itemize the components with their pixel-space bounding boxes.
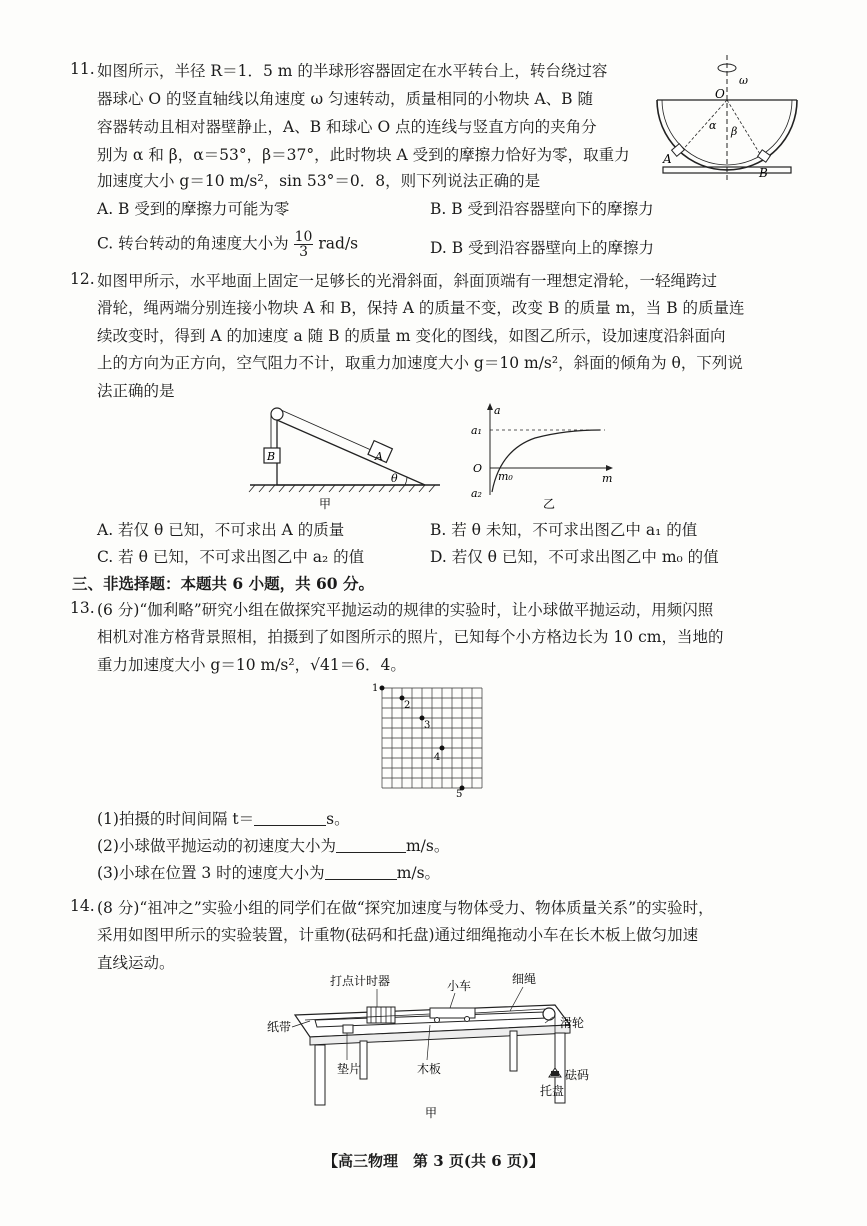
q13-sub-2 bbox=[97, 835, 449, 857]
square-grid bbox=[382, 688, 482, 788]
q11-line-2: 器球心 O 的竖直轴线以角速度 ω 匀速转动，质量相同的小物块 A、B 随 bbox=[97, 90, 593, 108]
table-leg-front-left bbox=[315, 1045, 325, 1105]
ball-position-1 bbox=[380, 686, 385, 691]
graph-m-label: m bbox=[602, 472, 613, 485]
question-13-number: 13. bbox=[70, 599, 95, 617]
q12-option-d: D. 若仅 θ 已知，不可求出图乙中 m₀ 的值 bbox=[430, 548, 719, 566]
q13-sub-3-unit: m/s。 bbox=[396, 864, 441, 882]
label-cart: 小车 bbox=[447, 979, 472, 993]
q13-sub-2-text: (2)小球做平抛运动的初速度大小为 bbox=[97, 837, 336, 855]
label-string: 细绳 bbox=[512, 972, 537, 986]
q12-option-b: B. 若 θ 未知，不可求出图乙中 a₁ 的值 bbox=[430, 521, 698, 539]
question-12-number: 12. bbox=[70, 270, 95, 288]
page-footer: 【高三物理 第 3 页(共 6 页)】 bbox=[323, 1152, 544, 1170]
q11-option-b: B. B 受到沿容器壁向下的摩擦力 bbox=[430, 200, 654, 218]
label-ticker-timer: 打点计时器 bbox=[330, 974, 391, 988]
alpha-label: α bbox=[709, 119, 717, 132]
point-label-1: 1 bbox=[372, 683, 379, 694]
q11-option-c-text: C. 转台转动的角速度大小为 bbox=[97, 234, 289, 253]
pad-shim bbox=[343, 1025, 353, 1033]
point-label-4: 4 bbox=[434, 752, 441, 763]
graph-a-label: a bbox=[494, 404, 501, 417]
table-leg-back-right bbox=[510, 1031, 517, 1071]
graph-origin-label: O bbox=[473, 462, 483, 475]
q11-line-5: 加速度大小 g＝10 m/s²，sin 53°＝0．8，则下列说法正确的是 bbox=[97, 172, 541, 190]
label-weight: 砝码 bbox=[565, 1068, 590, 1082]
figure-yi-caption: 乙 bbox=[543, 497, 556, 511]
graph-m0-label: m₀ bbox=[498, 470, 513, 483]
q12-line-1: 如图甲所示，水平地面上固定一足够长的光滑斜面，斜面顶端有一理想定滑轮，一轻绳跨过 bbox=[97, 272, 718, 290]
block-a-label: A bbox=[663, 152, 672, 166]
q12-option-a: A. 若仅 θ 已知，不可求出 A 的质量 bbox=[97, 521, 345, 539]
q13-line-2: 相机对准方格背景照相，拍摄到了如图所示的照片，已知每个小方格边长为 10 cm，当地的 bbox=[97, 628, 724, 646]
q13-answer-blank-1[interactable] bbox=[254, 811, 326, 826]
omega-label: ω bbox=[739, 74, 748, 87]
q13-sub-1-unit: s。 bbox=[326, 810, 350, 828]
table-leg-back-left bbox=[360, 1041, 367, 1079]
fraction-denominator: 3 bbox=[299, 244, 308, 260]
ball-position-4 bbox=[440, 746, 445, 751]
block-a-label: A bbox=[375, 450, 383, 463]
label-pad: 垫片 bbox=[337, 1062, 362, 1076]
q13-sub-1-text: (1)拍摄的时间间隔 t＝ bbox=[97, 810, 255, 828]
fraction-numerator: 10 bbox=[294, 229, 313, 245]
weights bbox=[551, 1071, 559, 1076]
pulley bbox=[543, 1008, 555, 1020]
q13-sub-3-text: (3)小球在位置 3 时的速度大小为 bbox=[97, 864, 325, 882]
q13-line-1: (6 分)“伽利略”研究小组在做探究平抛运动的规律的实验时，让小球做平抛运动，用频闪照 bbox=[97, 601, 714, 619]
q11-line-3: 容器转动且相对器壁静止，A、B 和球心 O 点的连线与竖直方向的夹角分 bbox=[97, 118, 597, 136]
figure-jia-caption: 甲 bbox=[319, 497, 332, 511]
q12-option-c: C. 若 θ 已知，不可求出图乙中 a₂ 的值 bbox=[97, 548, 365, 566]
point-label-3: 3 bbox=[424, 720, 431, 731]
incline-wedge bbox=[277, 420, 425, 485]
line-o-to-a bbox=[679, 100, 727, 154]
question-14-number: 14. bbox=[70, 897, 95, 915]
ground-hatching bbox=[249, 485, 435, 492]
q13-answer-blank-3[interactable] bbox=[325, 865, 397, 880]
label-board: 木板 bbox=[417, 1062, 442, 1076]
q11-line-1: 如图所示，半径 R＝1．5 m 的半球形容器固定在水平转台上，转台绕过容 bbox=[97, 62, 608, 80]
q11-hemisphere-figure bbox=[655, 55, 800, 185]
q11-option-d: D. B 受到沿容器壁向上的摩擦力 bbox=[430, 239, 655, 257]
q12-graph-figure bbox=[465, 400, 625, 512]
block-b-label: B bbox=[759, 166, 768, 180]
graph-a1-label: a₁ bbox=[471, 424, 482, 437]
q13-grid-figure bbox=[366, 680, 496, 800]
q12-line-4: 上的方向为正方向，空气阻力不计，取重力加速度大小 g＝10 m/s²，斜面的倾角为 θ，下列说 bbox=[97, 354, 743, 372]
q11-option-c-unit: rad/s bbox=[318, 234, 359, 253]
q14-line-1: (8 分)“祖冲之”实验小组的同学们在做“探究加速度与物体受力、物体质量关系”的实验时， bbox=[97, 899, 714, 917]
q12-incline-figure bbox=[245, 400, 445, 512]
block-b bbox=[758, 150, 771, 162]
q14-line-3: 直线运动。 bbox=[97, 954, 175, 972]
q12-line-5: 法正确的是 bbox=[97, 382, 175, 400]
q11-option-a: A. B 受到的摩擦力可能为零 bbox=[97, 200, 290, 218]
q13-line-3: 重力加速度大小 g＝10 m/s²，√41＝6．4。 bbox=[97, 656, 406, 674]
q11-option-c-fraction bbox=[294, 230, 314, 259]
q14-line-2: 采用如图甲所示的实验装置，计重物(砝码和托盘)通过细绳拖动小车在长木板上做匀加速 bbox=[97, 926, 699, 944]
center-o-label: O bbox=[715, 87, 725, 101]
q12-line-3: 续改变时，得到 A 的加速度 a 随 B 的质量 m 变化的图线，如图乙所示，设加速度沿斜面向 bbox=[97, 327, 726, 345]
q14-apparatus-figure bbox=[255, 965, 600, 1125]
q13-sub-3 bbox=[97, 862, 440, 884]
section-3-heading: 三、非选择题：本题共 6 小题，共 60 分。 bbox=[72, 574, 374, 593]
graph-a2-label: a₂ bbox=[471, 487, 482, 500]
point-label-2: 2 bbox=[404, 700, 411, 711]
label-tape: 纸带 bbox=[267, 1020, 292, 1034]
point-label-5: 5 bbox=[456, 789, 463, 800]
q13-sub-1 bbox=[97, 808, 350, 830]
q13-sub-2-unit: m/s。 bbox=[405, 837, 450, 855]
m-axis-arrow-icon bbox=[606, 465, 613, 471]
q11-line-4: 别为 α 和 β，α＝53°，β＝37°，此时物块 A 受到的摩擦力恰好为零，取重力 bbox=[97, 146, 630, 164]
theta-arc bbox=[405, 477, 407, 485]
beta-label: β bbox=[731, 125, 738, 138]
q11-option-c bbox=[97, 230, 358, 259]
label-pulley: 滑轮 bbox=[560, 1016, 585, 1030]
figure-jia-caption: 甲 bbox=[425, 1106, 438, 1120]
theta-label: θ bbox=[391, 472, 398, 485]
q13-answer-blank-2[interactable] bbox=[336, 838, 406, 853]
rope-to-a bbox=[281, 410, 380, 454]
a-axis-arrow-icon bbox=[487, 403, 493, 410]
question-11-number: 11. bbox=[70, 60, 95, 78]
block-b-label: B bbox=[267, 450, 276, 463]
q12-line-2: 滑轮，绳两端分别连接小物块 A 和 B，保持 A 的质量不变，改变 B 的质量 m，当 B 的质量连 bbox=[97, 299, 745, 317]
label-tray: 托盘 bbox=[540, 1084, 565, 1098]
